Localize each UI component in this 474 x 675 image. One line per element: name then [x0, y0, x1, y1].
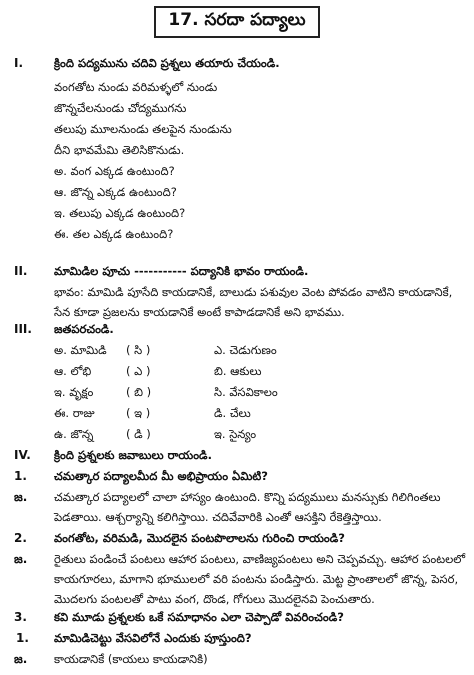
section-3-heading: జతపరచండి.: [54, 322, 114, 336]
question-text: కవి మూడు ప్రశ్నలకు ఒకే సమాధానం ఎలా చెప్పాడో వివరించండి?: [54, 610, 344, 624]
question-number: 3.: [14, 610, 27, 624]
match-answer: ( బి ): [126, 385, 152, 399]
match-answer: ( సి ): [126, 343, 151, 357]
answer-marker: జ.: [14, 490, 28, 504]
poem-line: వంగతోట నుండు వరిమళ్ళలో నుండు: [54, 80, 218, 94]
page-title: 17. సరదా పద్యాలు: [154, 6, 319, 38]
match-answer: ( ఎ ): [126, 364, 151, 378]
answer-line: పెడతాయి. ఆశ్చర్యాన్ని కలిగిస్తాయి. చదివేవారికి ఎంతో ఆసక్తిని రేకెత్తిస్తాయి.: [54, 510, 382, 524]
section-2-heading: మామిడిల పూచు ----------- పద్యానికి భావం రాయండి.: [54, 264, 309, 278]
match-answer: ( డి ): [126, 427, 151, 441]
sub-question-text: మామిడిచెట్టు వేసవిలోనే ఎందుకు పూస్తుంది?: [54, 631, 252, 645]
match-answer: ( ఇ ): [126, 406, 151, 420]
question-item: అ. వంగ ఎక్కడ ఉంటుంది?: [54, 164, 175, 178]
match-left: ఆ. లోభి: [54, 364, 92, 378]
question-item: ఆ. జొన్న ఎక్కడ ఉంటుంది?: [54, 185, 177, 199]
section-4-heading: క్రింది ప్రశ్నలకు జవాబులు రాయండి.: [54, 448, 212, 462]
section-2-label: II.: [14, 264, 28, 278]
question-number: 2.: [14, 531, 27, 545]
question-item: ఈ. తల ఎక్కడ ఉంటుంది?: [54, 227, 174, 241]
section-1-label: I.: [14, 56, 24, 70]
poem-line: తలుపు మూలనుండు తలపైన నుండును: [54, 122, 232, 136]
answer-line: మొదలగు పంటలతో పాటు వంగ, దొండ, గోగులు మొదలైనవి పెంచుతారు.: [54, 592, 375, 606]
match-left: ఈ. రాజు: [54, 406, 95, 420]
answer-line: చమత్కార పద్యాలలో చాలా హాస్యం ఉంటుంది. కొన్ని పద్యములు మనస్సుకు గిలిగింతలు: [54, 490, 441, 504]
sub-question-number: 1.: [16, 631, 29, 645]
answer-line: కాయగూరలు, మాగాని భూములలో వరి పంటను పండిస్తారు. మెట్ట ప్రాంతాలలో జొన్న, పెసర,: [54, 572, 459, 586]
section-1-heading: క్రింది పద్యమును చదివి ప్రశ్నలు తయారు చేయండి.: [54, 56, 280, 70]
match-left: ఇ. వృక్షం: [54, 385, 94, 399]
question-number: 1.: [14, 469, 27, 483]
title-area: [0, 6, 474, 38]
poem-line: జొన్నచేలనుండు చోద్యముగను: [54, 101, 187, 115]
match-right: బి. ఆకులు: [214, 364, 262, 378]
poem-line: దీని భావమేమి తెలిసికొనుడు.: [54, 143, 185, 157]
answer-marker: జ.: [14, 552, 28, 566]
match-right: ఇ. సైన్యం: [214, 427, 257, 441]
match-left: అ. మామిడి: [54, 343, 107, 357]
answer-line: కాయడానికే (కాయలు కాయడానికి): [54, 652, 208, 666]
meaning-line: భావం: మామిడి పూసేది కాయడానికే, బాలుడు పశువుల వెంట పోవడం వాటిని కాయడానికే,: [54, 285, 453, 299]
answer-line: రైతులు పండించే పంటలు ఆహార పంటలు, వాణిజ్యపంటలు అని చెప్పవచ్చు. ఆహార పంటలలో: [54, 552, 466, 566]
section-4-label: IV.: [14, 448, 31, 462]
match-right: డి. చేలు: [214, 406, 251, 420]
answer-marker: జ.: [14, 652, 28, 666]
match-right: ఎ. చెడుగుణం: [214, 343, 277, 357]
meaning-line: సేన కూడా ప్రజలను కాయడానికే అంటే కాపాడడానికే అని భావము.: [54, 305, 345, 319]
question-text: చమత్కార పద్యాలమీద మీ అభిప్రాయం ఏమిటి?: [54, 469, 268, 483]
question-item: ఇ. తలుపు ఎక్కడ ఉంటుంది?: [54, 206, 186, 220]
match-left: ఉ. జొన్న: [54, 427, 94, 441]
match-right: సి. వేసవికాలం: [214, 385, 278, 399]
question-text: వంగతోట, వరిమడి, మొదలైన పంటపొలాలను గురించి రాయండి?: [54, 531, 345, 545]
section-3-label: III.: [14, 322, 32, 336]
